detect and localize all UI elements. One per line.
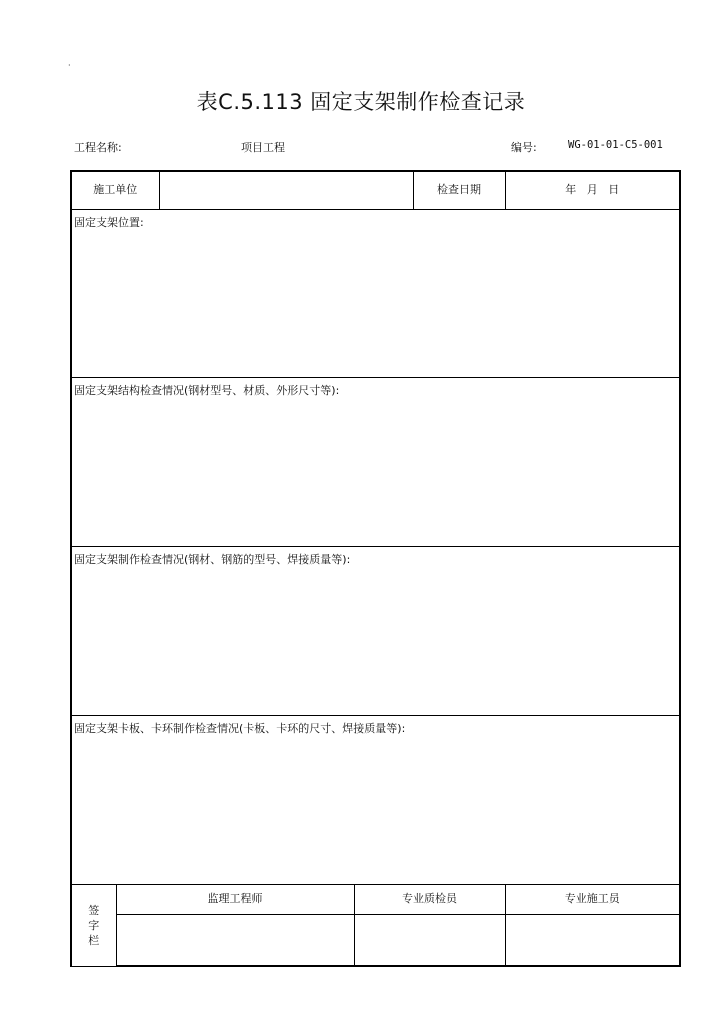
header-row — [71, 171, 680, 209]
signature-label-char: 字 — [88, 918, 100, 932]
construction-unit-field[interactable] — [159, 171, 413, 209]
structure-inspection-section[interactable]: 固定支架结构检查情况(钢材型号、材质、外形尺寸等): — [71, 377, 680, 546]
support-position-section[interactable]: 固定支架位置: — [71, 209, 680, 377]
section-row — [71, 715, 680, 884]
project-name-value: 项目工程 — [241, 141, 285, 154]
project-name-label: 工程名称: — [74, 141, 122, 154]
signature-column-label — [71, 884, 116, 966]
inspection-date-field[interactable]: 年 月 日 — [505, 171, 680, 209]
section-row — [71, 209, 680, 377]
quality-inspector-signature-field[interactable] — [354, 914, 505, 966]
quality-inspector-label: 专业质检员 — [354, 884, 505, 914]
record-number-label: 编号: — [511, 141, 537, 154]
clamp-inspection-section[interactable]: 固定支架卡板、卡环制作检查情况(卡板、卡环的尺寸、焊接质量等): — [71, 715, 680, 884]
corner-dot: · — [68, 61, 71, 70]
section-row — [71, 377, 680, 546]
construction-worker-signature-field[interactable] — [505, 914, 680, 966]
fabrication-inspection-section[interactable]: 固定支架制作检查情况(钢材、钢筋的型号、焊接质量等): — [71, 546, 680, 715]
signature-header-row — [71, 884, 680, 914]
supervisor-signature-field[interactable] — [116, 914, 354, 966]
page-title: 表C.5.113 固定支架制作检查记录 — [196, 90, 526, 114]
construction-worker-label: 专业施工员 — [505, 884, 680, 914]
signature-label-char: 签 — [88, 903, 100, 917]
supervisor-label: 监理工程师 — [116, 884, 354, 914]
section-row — [71, 546, 680, 715]
record-number-value: WG-01-01-C5-001 — [568, 139, 663, 151]
inspection-form-table — [70, 170, 681, 967]
signature-field-row — [71, 914, 680, 966]
construction-unit-label: 施工单位 — [71, 171, 159, 209]
signature-label-char: 栏 — [88, 933, 100, 947]
inspection-date-label: 检查日期 — [413, 171, 505, 209]
